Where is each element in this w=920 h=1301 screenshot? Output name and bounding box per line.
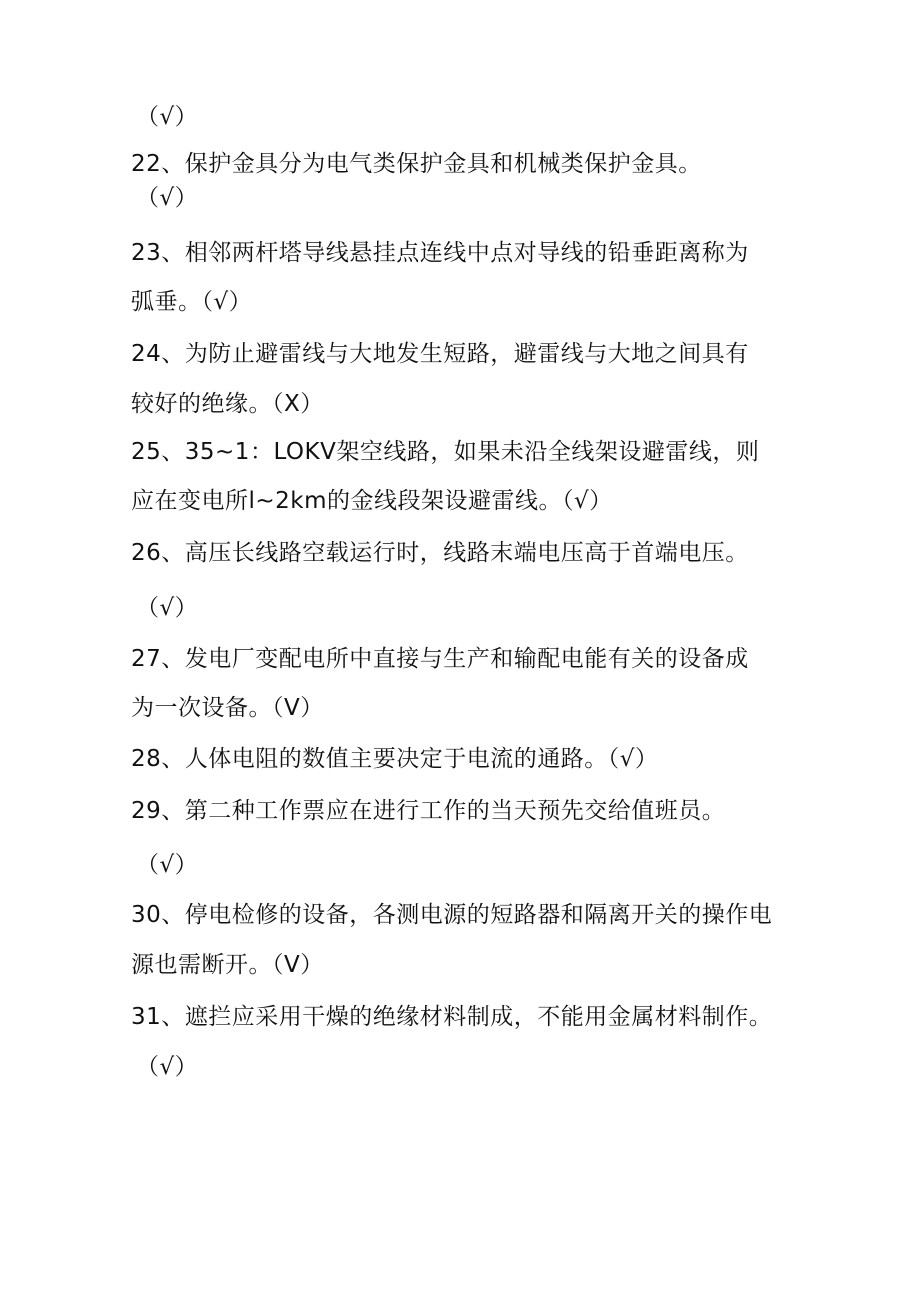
question-24-continued: 较好的绝缘。（X） <box>131 391 324 417</box>
question-27: 27、发电厂变配电所中直接与生产和输配电能有关的设备成 <box>131 646 749 672</box>
answer-line: （√） <box>136 595 199 621</box>
question-31: 31、遮拦应采用干燥的绝缘材料制成，不能用金属材料制作。 <box>131 1004 773 1030</box>
question-23-continued: 弧垂。（√） <box>131 289 253 315</box>
question-28: 28、人体电阻的数值主要决定于电流的通路。（√） <box>131 746 659 772</box>
answer-line: （√） <box>136 1054 199 1080</box>
question-29: 29、第二种工作票应在进行工作的当天预先交给值班员。 <box>131 798 726 824</box>
question-30-continued: 源也需断开。（V） <box>131 952 324 978</box>
question-27-continued: 为一次设备。（V） <box>131 695 324 721</box>
question-26: 26、高压长线路空载运行时，线路末端电压高于首端电压。 <box>131 540 749 566</box>
question-25: 25、35~1：LOKV架空线路，如果未沿全线架设避雷线，则 <box>131 439 760 465</box>
question-23: 23、相邻两杆塔导线悬挂点连线中点对导线的铅垂距离称为 <box>131 240 749 266</box>
question-22: 22、保护金具分为电气类保护金具和机械类保护金具。 <box>131 151 702 177</box>
answer-line: （√） <box>136 185 199 211</box>
question-24: 24、为防止避雷线与大地发生短路，避雷线与大地之间具有 <box>131 341 749 367</box>
question-25-continued: 应在变电所l~2km的金线段架设避雷线。（√） <box>131 488 613 514</box>
answer-line: （√） <box>136 852 199 878</box>
question-30: 30、停电检修的设备，各测电源的短路器和隔离开关的操作电 <box>131 902 773 928</box>
answer-line: （√） <box>136 104 199 130</box>
